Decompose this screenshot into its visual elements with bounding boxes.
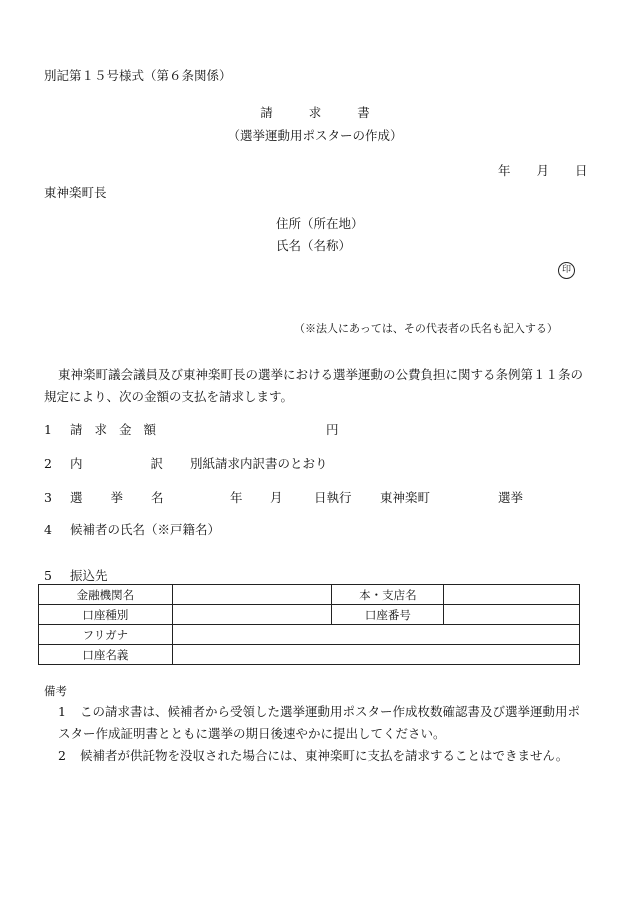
election-year: 年 bbox=[230, 490, 243, 505]
bank-account-table bbox=[38, 584, 580, 665]
election-day: 日執行 bbox=[314, 490, 352, 505]
account-type-field[interactable] bbox=[172, 605, 332, 625]
furigana-field[interactable] bbox=[172, 625, 579, 645]
candidate-label: 候補者の氏名（※戸籍名） bbox=[70, 522, 221, 537]
remark-text: この請求書は、候補者から受領した選挙運動用ポスター作成枚数確認書及び選挙運動用ポスター作成証明書とともに選挙の期日後速やかに提出してください。 bbox=[58, 704, 581, 741]
furigana-header: フリガナ bbox=[39, 625, 173, 645]
branch-name-header: 本・支店名 bbox=[332, 585, 444, 605]
item-number: 1 bbox=[44, 422, 52, 437]
item-number: 5 bbox=[44, 568, 52, 583]
name-label: 氏名（名称） bbox=[276, 238, 352, 253]
address-label: 住所（所在地） bbox=[276, 216, 364, 231]
item-amount bbox=[44, 420, 170, 438]
item-number: 4 bbox=[44, 522, 52, 537]
account-type-header: 口座種別 bbox=[39, 605, 173, 625]
bank-name-header: 金融機関名 bbox=[39, 585, 173, 605]
item-transfer bbox=[44, 566, 108, 584]
table-row bbox=[39, 585, 580, 605]
amount-unit: 円 bbox=[326, 422, 339, 437]
election-town: 東神楽町 bbox=[380, 490, 431, 505]
account-number-field[interactable] bbox=[444, 605, 580, 625]
title-char: 請 bbox=[260, 105, 273, 120]
breakdown-label-char: 内 bbox=[70, 456, 83, 471]
breakdown-value: 別紙請求内訳書のとおり bbox=[190, 456, 328, 471]
date-line bbox=[498, 161, 588, 179]
seal-mark: 印 bbox=[558, 262, 575, 279]
remark-text: 候補者が供託物を没収された場合には、東神楽町に支払を請求することはできません。 bbox=[80, 748, 569, 763]
title-char: 書 bbox=[357, 105, 370, 120]
item-number: 3 bbox=[44, 490, 52, 505]
table-row bbox=[39, 605, 580, 625]
document-subtitle: （選挙運動用ポスターの作成） bbox=[227, 128, 403, 143]
table-row bbox=[39, 645, 580, 665]
request-statement: 東神楽町議会議員及び東神楽町長の選挙における選挙運動の公費負担に関する条例第１１条の規定により、次の金額の支払を請求します。 bbox=[44, 367, 584, 404]
remark-number: 1 bbox=[58, 704, 66, 719]
branch-name-field[interactable] bbox=[444, 585, 580, 605]
item-candidate bbox=[44, 520, 220, 538]
form-label: 別記第１５号様式（第６条関係） bbox=[44, 68, 232, 83]
addressee: 東神楽町長 bbox=[44, 185, 107, 200]
item-number: 2 bbox=[44, 456, 52, 471]
breakdown-label-char: 訳 bbox=[150, 456, 164, 471]
table-row bbox=[39, 625, 580, 645]
election-month: 月 bbox=[270, 490, 283, 505]
date-year: 年 bbox=[498, 163, 511, 178]
remark-item bbox=[58, 701, 588, 745]
election-suffix: 選挙 bbox=[498, 490, 524, 505]
account-number-header: 口座番号 bbox=[332, 605, 444, 625]
title-char: 求 bbox=[308, 105, 322, 120]
transfer-label: 振込先 bbox=[70, 568, 108, 583]
bank-name-field[interactable] bbox=[172, 585, 332, 605]
document-title bbox=[0, 103, 630, 121]
account-holder-field[interactable] bbox=[172, 645, 579, 665]
remarks-title: 備考 bbox=[44, 684, 67, 698]
date-month: 月 bbox=[536, 163, 550, 178]
account-holder-header: 口座名義 bbox=[39, 645, 173, 665]
item-election: 3 選 挙 名 bbox=[44, 490, 164, 505]
item-breakdown bbox=[44, 454, 163, 472]
amount-label: 請 求 金 額 bbox=[70, 422, 157, 437]
corporate-note: （※法人にあっては、その代表者の氏名も記入する） bbox=[294, 322, 558, 335]
remark-number: 2 bbox=[58, 748, 66, 763]
remark-item bbox=[58, 745, 588, 767]
date-day: 日 bbox=[575, 163, 588, 178]
